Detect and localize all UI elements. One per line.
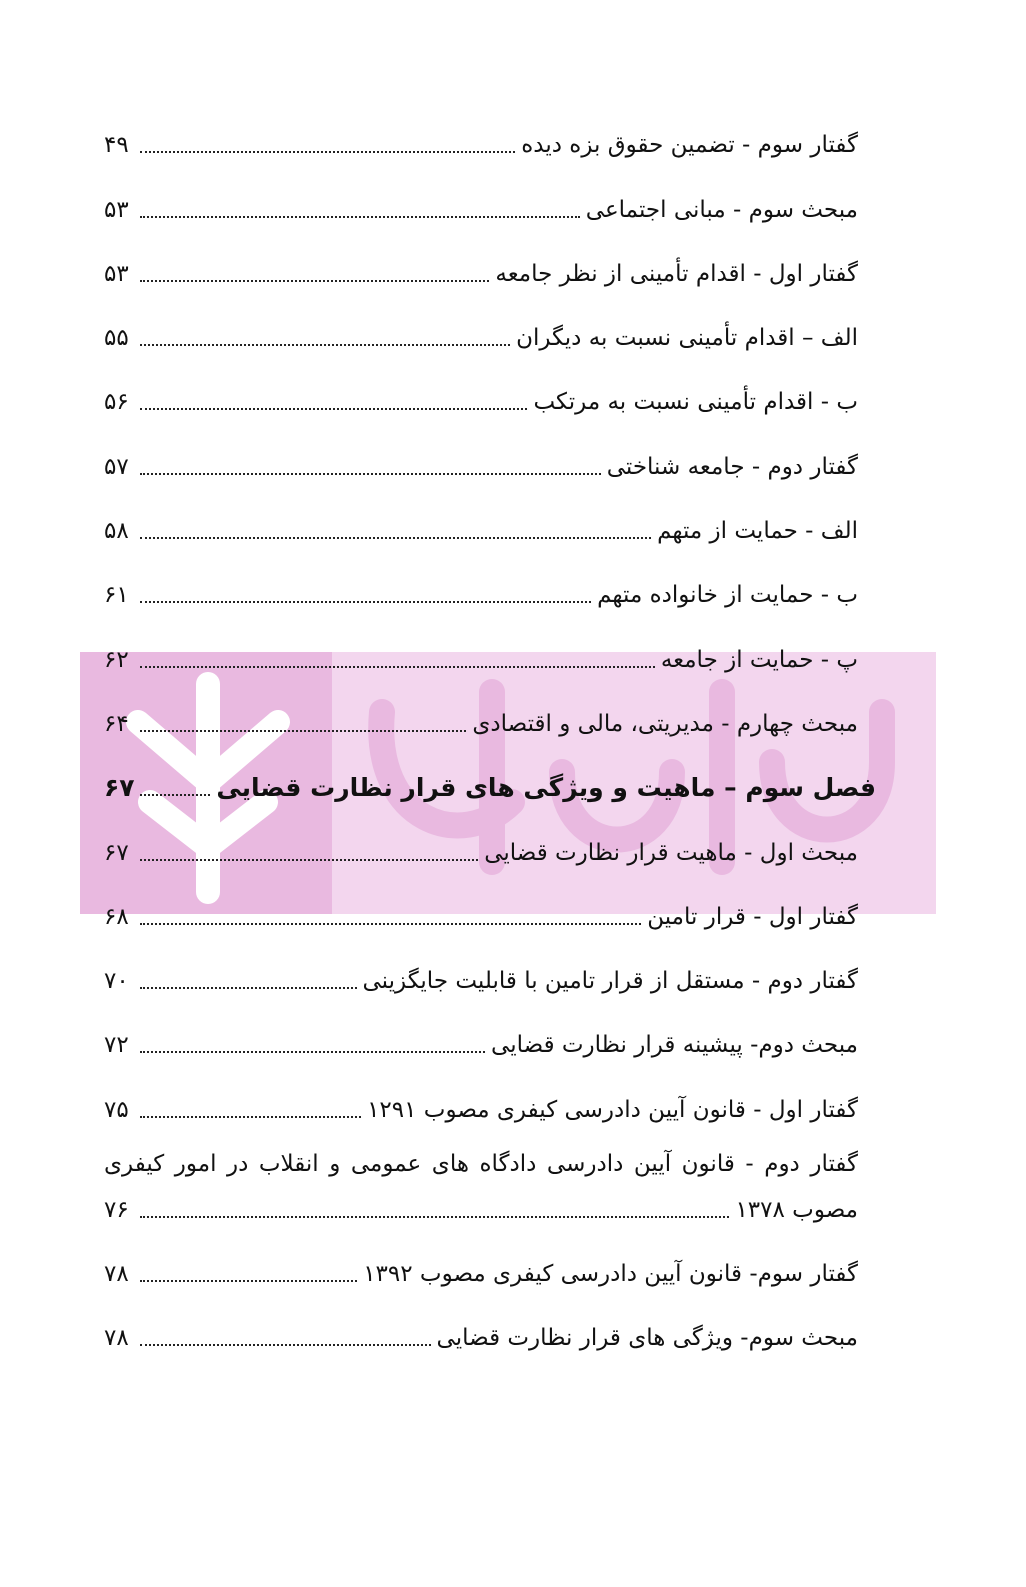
toc-entry-page: ۵۵ — [104, 325, 129, 352]
toc-entry-title: گفتار دوم - جامعه شناختی — [606, 453, 858, 480]
toc-entry[interactable] — [104, 868, 858, 932]
toc-entry-title-continued: مصوب ۱۳۷۸ — [735, 1196, 858, 1223]
toc-entry-title: مبحث سوم- ویژگی های قرار نظارت قضایی — [436, 1325, 858, 1352]
toc-entry[interactable] — [104, 1060, 858, 1124]
toc-dot-leader — [140, 859, 478, 861]
toc-entry-title: گفتار دوم - مستقل از قرار تامین با قابلیت جایگزینی — [362, 968, 858, 995]
toc-entry-title: ب - حمایت از خانواده متهم — [597, 582, 858, 609]
toc-entry[interactable] — [104, 225, 858, 289]
toc-entry[interactable] — [104, 353, 858, 417]
toc-entry-page: ۶۸ — [104, 903, 129, 930]
toc-dot-leader — [140, 1216, 729, 1218]
toc-entry-title: گفتار سوم - تضمین حقوق بزه دیده — [521, 132, 858, 159]
toc-entry[interactable] — [104, 675, 858, 739]
toc-chapter-entry[interactable] — [104, 739, 876, 803]
toc-entry[interactable] — [104, 610, 858, 674]
toc-dot-leader — [140, 344, 510, 346]
toc-entry-page: ۷۸ — [104, 1325, 129, 1352]
toc-entry[interactable] — [104, 546, 858, 610]
toc-dot-leader — [140, 987, 357, 989]
toc-entry-page: ۷۶ — [104, 1196, 129, 1223]
toc-entry-page: ۶۱ — [104, 582, 129, 609]
toc-entry[interactable] — [104, 289, 858, 353]
toc-entry[interactable] — [104, 417, 858, 481]
toc-entry[interactable] — [104, 1289, 858, 1353]
toc-entry-page: ۶۲ — [104, 646, 129, 673]
toc-entry-line2 — [104, 1181, 858, 1225]
toc-entry-page: ۷۵ — [104, 1096, 129, 1123]
toc-dot-leader — [140, 1116, 361, 1118]
toc-entry[interactable] — [104, 803, 858, 867]
toc-entry-page: ۵۳ — [104, 260, 129, 287]
toc-entry-title: مبحث سوم - مبانی اجتماعی — [585, 196, 858, 223]
toc-dot-leader — [140, 216, 580, 218]
toc-entry-page: ۴۹ — [104, 132, 129, 159]
toc-entry-multiline[interactable] — [104, 1125, 858, 1225]
toc-entry-page: ۷۰ — [104, 968, 129, 995]
toc-dot-leader — [140, 1344, 431, 1346]
toc-entry-title: مبحث چهارم - مدیریتی، مالی و اقتصادی — [472, 710, 858, 737]
toc-entry-title: گفتار اول - اقدام تأمینی از نظر جامعه — [495, 260, 858, 287]
toc-entry[interactable] — [104, 160, 858, 224]
toc-entry[interactable] — [104, 996, 858, 1060]
toc-dot-leader — [140, 923, 641, 925]
toc-entry-title: گفتار اول - قانون آیین دادرسی کیفری مصوب ۱۲۹۱ — [367, 1096, 858, 1123]
toc-entry-title: گفتار دوم - قانون آیین دادرسی دادگاه های عمومی و انقلاب در امور کیفری — [104, 1150, 858, 1177]
toc-entry-title: پ - حمایت از جامعه — [660, 646, 858, 673]
toc-entry-title: فصل سوم – ماهیت و ویژگی های قرار نظارت قضایی — [216, 773, 876, 803]
toc-entry-title: مبحث اول - ماهیت قرار نظارت قضایی — [484, 839, 858, 866]
toc-dot-leader — [140, 473, 601, 475]
toc-entry-title: گفتار اول - قرار تامین — [647, 903, 858, 930]
toc-entry-page: ۵۷ — [104, 453, 129, 480]
toc-entry-title: الف – اقدام تأمینی نسبت به دیگران — [516, 325, 858, 352]
toc-entry-page: ۵۶ — [104, 389, 129, 416]
toc-entry[interactable] — [104, 932, 858, 996]
toc-entry-page: ۵۳ — [104, 196, 129, 223]
toc-entry-title: الف - حمایت از متهم — [657, 518, 858, 545]
toc-dot-leader — [140, 666, 655, 668]
toc-entry-page: ۶۷ — [104, 839, 129, 866]
toc-entry[interactable] — [104, 482, 858, 546]
toc-entry-page: ۵۸ — [104, 518, 129, 545]
toc-entry-title: مبحث دوم- پیشینه قرار نظارت قضایی — [491, 1032, 858, 1059]
toc-entry-page: ۷۲ — [104, 1032, 129, 1059]
toc-dot-leader — [140, 730, 466, 732]
toc-entry-title: گفتار سوم- قانون آیین دادرسی کیفری مصوب ۱۳۹۲ — [363, 1261, 858, 1288]
toc-dot-leader — [140, 408, 527, 410]
toc-entry-page: ۷۸ — [104, 1261, 129, 1288]
toc-dot-leader — [140, 280, 489, 282]
toc-entry[interactable] — [104, 96, 858, 160]
toc-entry-title: ب - اقدام تأمینی نسبت به مرتکب — [533, 389, 858, 416]
toc-dot-leader — [140, 1051, 485, 1053]
toc-entry-page: ۶۷ — [104, 773, 135, 803]
toc-entry[interactable] — [104, 1225, 858, 1289]
toc-dot-leader — [140, 601, 591, 603]
toc-dot-leader — [140, 1280, 357, 1282]
toc-dot-leader — [140, 151, 515, 153]
table-of-contents — [104, 96, 876, 1353]
toc-dot-leader — [140, 537, 651, 539]
toc-dot-leader — [140, 794, 210, 796]
toc-entry-page: ۶۴ — [104, 710, 129, 737]
